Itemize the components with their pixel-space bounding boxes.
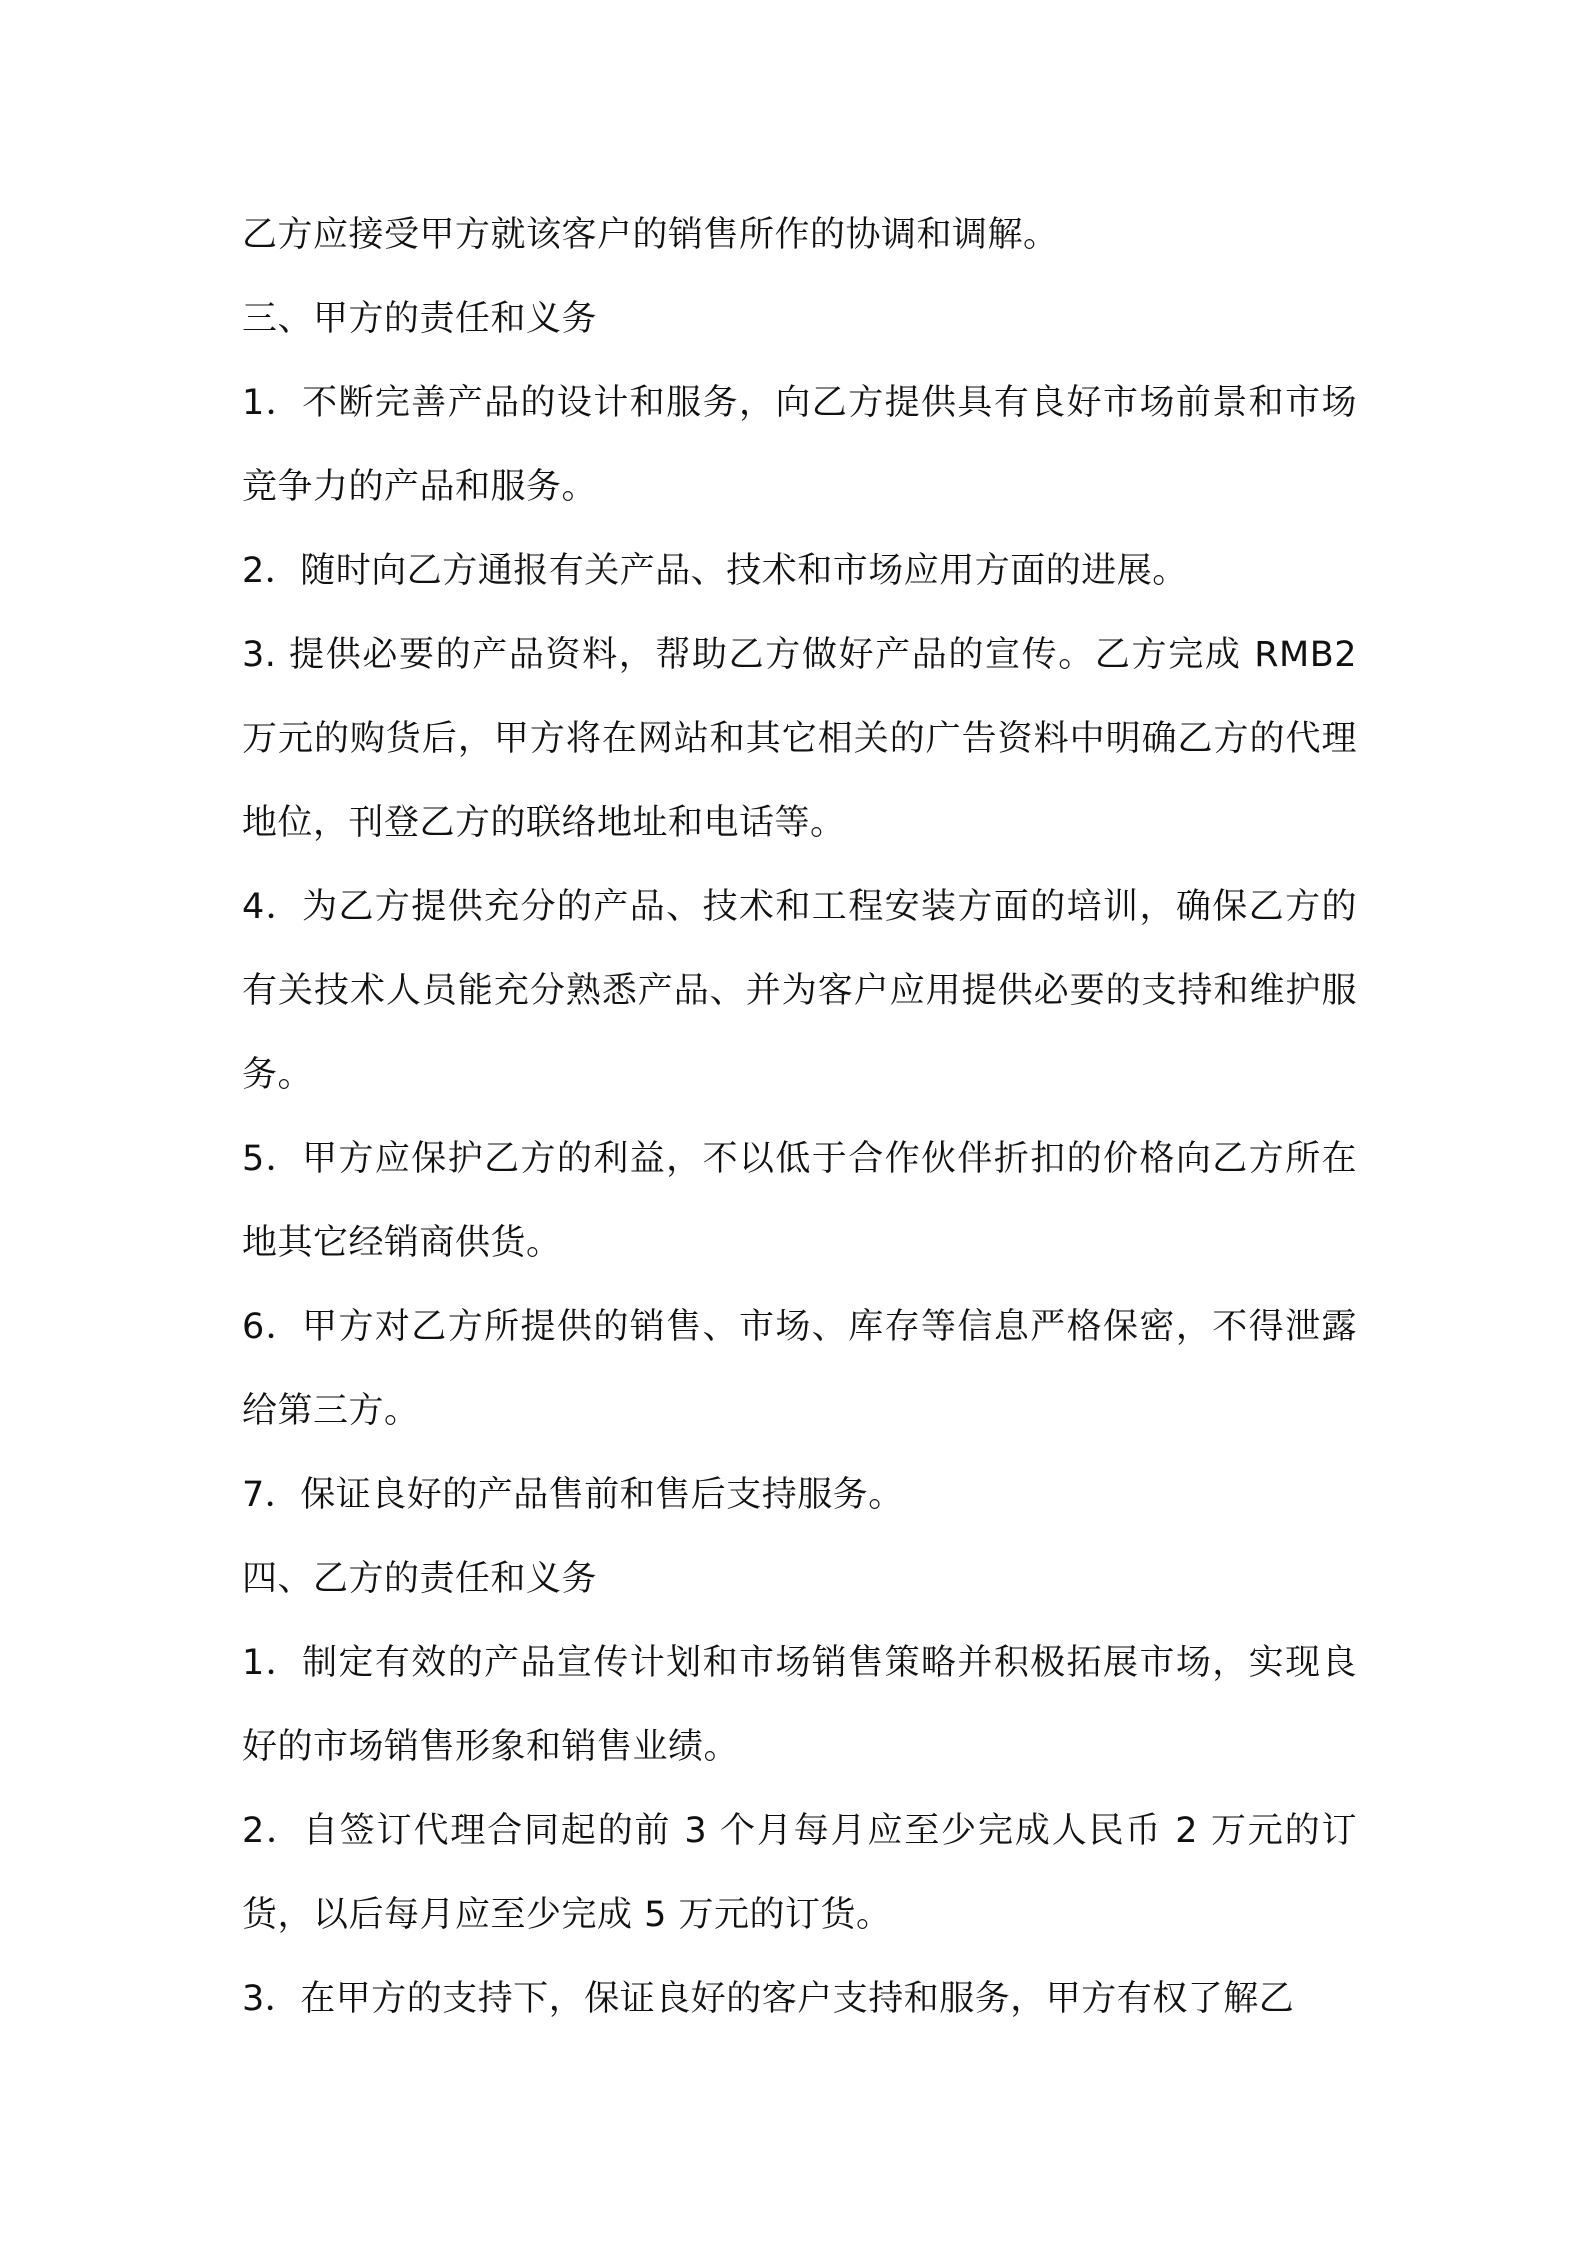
paragraph-intro: 乙方应接受甲方就该客户的销售所作的协调和调解。 — [242, 215, 1059, 255]
list-item: 6．甲方对乙方所提供的销售、市场、库存等信息严格保密，不得泄露给第三方。 — [242, 1307, 1357, 1431]
list-item: 3．在甲方的支持下，保证良好的客户支持和服务，甲方有权了解乙 — [242, 1979, 1295, 2019]
list-item: 4．为乙方提供充分的产品、技术和工程安装方面的培训，确保乙方的有关技术人员能充分熟悉产品、并为客户应用提供必要的支持和维护服务。 — [242, 887, 1357, 1095]
section-heading-party-a-duties: 三、甲方的责任和义务 — [242, 299, 598, 339]
list-item: 1．不断完善产品的设计和服务，向乙方提供具有良好市场前景和市场竞争力的产品和服务。 — [242, 383, 1357, 507]
section-heading-party-b-duties: 四、乙方的责任和义务 — [242, 1559, 598, 1599]
list-item: 3. 提供必要的产品资料，帮助乙方做好产品的宣传。乙方完成 RMB2 万元的购货后，甲方将在网站和其它相关的广告资料中明确乙方的代理地位，刊登乙方的联络地址和电话等。 — [242, 635, 1357, 843]
list-item: 2．随时向乙方通报有关产品、技术和市场应用方面的进展。 — [242, 551, 1188, 591]
list-item: 2．自签订代理合同起的前 3 个月每月应至少完成人民币 2 万元的订货，以后每月应至少完成 5 万元的订货。 — [242, 1811, 1357, 1935]
document-body — [242, 193, 1357, 2041]
list-item: 5．甲方应保护乙方的利益，不以低于合作伙伴折扣的价格向乙方所在地其它经销商供货。 — [242, 1139, 1357, 1263]
list-item: 7．保证良好的产品售前和售后支持服务。 — [242, 1475, 904, 1515]
list-item: 1．制定有效的产品宣传计划和市场销售策略并积极拓展市场，实现良好的市场销售形象和销售业绩。 — [242, 1643, 1357, 1767]
